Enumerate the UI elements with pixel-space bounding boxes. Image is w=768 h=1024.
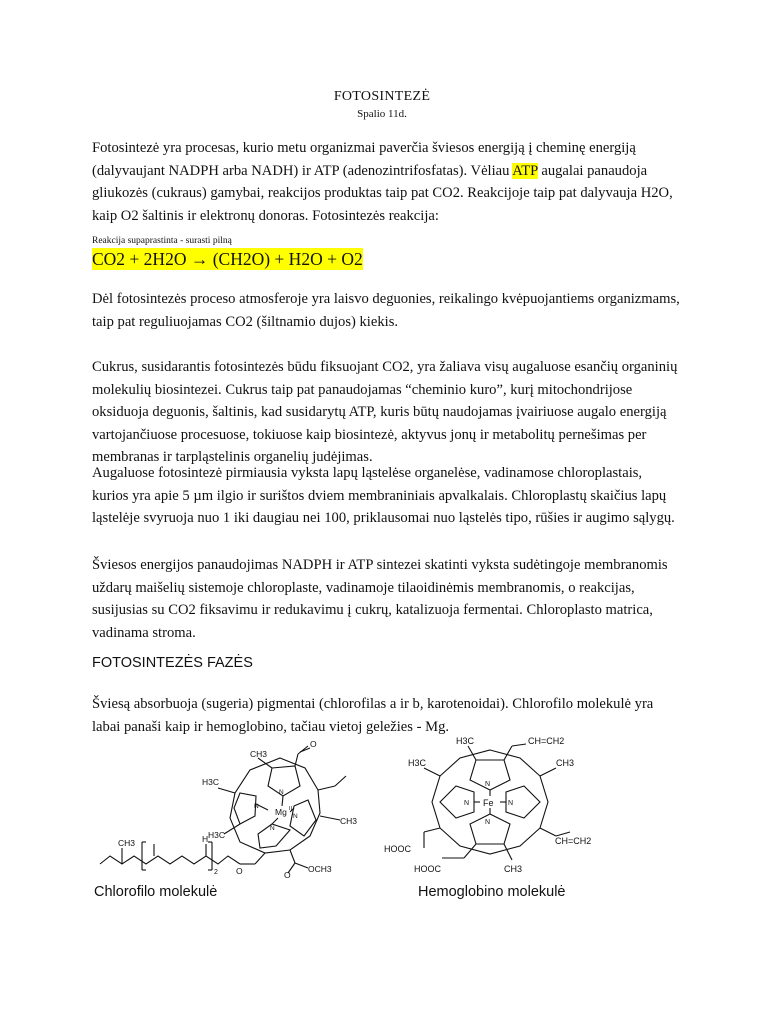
chlorophyll-label-o3: O xyxy=(236,866,243,876)
chlorophyll-label-ch3-top: CH3 xyxy=(250,749,268,759)
intro-text-start: Fotosintezė yra procesas, kurio metu organizmai paverčia šviesos energiją į cheminę energiją (dalyvaujant NADPH arba NADH) ir ATP (adenozintrifosfatas). Vėliau xyxy=(92,140,636,179)
reaction-note: Reakcija supaprastinta - surasti pilną xyxy=(92,236,232,246)
chlorophyll-caption: Chlorofilo molekulė xyxy=(94,884,218,900)
chlorophyll-structure-diagram xyxy=(90,738,390,878)
paragraph-pigments: Šviesą absorbuoja (sugeria) pigmentai (chlorofilas a ir b, karotenoidai). Chlorofilo molekulė yra labai panaši kaip ir hemoglobino, tačiau vietoj geležies - Mg. xyxy=(92,696,654,735)
chlorophyll-label-n3: N xyxy=(270,825,275,832)
paragraph-chloroplast: Augaluose fotosintezė pirmiausia vyksta lapų ląstelėse organelėse, vadinamose chloroplastais, kurios yra apie 5 µm ilgio ir surištos dviem membraniniais apvalkalais. Chloroplastų skaičius lapų ląstelėje svyruoja nuo 1 iki daugiau nei 100, priklausomai nuo ląstelės tipo, rūšies ir augimo sąlygų. xyxy=(92,465,675,526)
heme-label-h3c-left: H3C xyxy=(408,758,427,768)
chlorophyll-label-h-chain: H xyxy=(202,834,209,844)
hemoglobin-caption: Hemoglobino molekulė xyxy=(418,884,566,900)
chlorophyll-label-o2: O xyxy=(284,870,291,878)
paragraph-oxygen: Dėl fotosintezės proceso atmosferoje yra laisvo deguonies, reikalingo kvėpuojantiems organizmams, taip pat reguliuojamas CO2 (šiltnamio dujos) kiekis. xyxy=(92,291,680,330)
paragraph-light-energy: Šviesos energijos panaudojimas NADPH ir ATP sintezei skatinti vyksta sudėtingoje membranomis uždarų maišelių sistemoje chloroplaste, vadinamoje tilaoidinėmis membranomis, o reakcijas, susijusias su CO2 fiksavimu ir redukavimu į cukrų, katalizuoja fermentai. Chloroplasto matrica, vadinama stroma. xyxy=(92,557,668,641)
heme-label-hooc-left: HOOC xyxy=(384,844,411,854)
heme-label-ch3-bottom: CH3 xyxy=(504,864,523,874)
chlorophyll-label-och3: OCH3 xyxy=(308,864,332,874)
chlorophyll-mg-charge: II xyxy=(289,806,293,812)
chlorophyll-label-o1: O xyxy=(310,739,317,749)
phases-heading: FOTOSINTEZĖS FAZĖS xyxy=(92,655,253,671)
chlorophyll-label-h3c-lower: H3C xyxy=(208,830,226,840)
heme-label-h3c-top: H3C xyxy=(456,736,475,746)
heme-label-vinyl-top: CH=CH2 xyxy=(528,736,565,746)
heme-fe-label: Fe xyxy=(483,798,494,808)
chlorophyll-label-n2: N xyxy=(293,813,298,820)
page-title: FOTOSINTEZĖ xyxy=(333,89,431,104)
chlorophyll-label-n1: N xyxy=(279,789,284,796)
paragraph-sugar: Cukrus, susidarantis fotosintezės būdu fiksuojant CO2, yra žaliava visų augaluose esančių organinių molekulių biosintezei. Cukrus taip pat panaudojamas “cheminio kuro”, kurį mitochondrijose oksiduoja deguonis, šaltinis, kad susidarytų ATP, kuris būtų naudojamas įvairiuose augalo energiją vartojančiuose procesuose, tokiuose kaip biosintezė, aktyvus jonų ir metabolitų pernešimas per membranas ir tarpląstelinis organelių judėjimas. xyxy=(92,359,678,465)
chlorophyll-label-repeat: 2 xyxy=(214,869,218,876)
heme-label-n4: N xyxy=(464,800,470,807)
chlorophyll-label-ch3-right: CH3 xyxy=(340,816,358,826)
intro-text-end: augalai panaudoja gliukozės (cukraus) gamybai, reakcijos produktas taip pat CO2. Reakcijoje taip pat dalyvauja H2O, kaip O2 šaltinis ir elektronų donoras. Fotosintezės reakcija: xyxy=(92,162,673,224)
heme-label-vinyl-right: CH=CH2 xyxy=(555,836,592,846)
heme-structure-diagram xyxy=(380,732,600,882)
highlight-atp: ATP xyxy=(512,162,538,179)
chlorophyll-label-ch3-chain1: CH3 xyxy=(118,838,136,848)
heme-label-ch3-right: CH3 xyxy=(556,758,575,768)
page-date: Spalio 11d. xyxy=(357,108,407,120)
paragraph-intro xyxy=(92,137,682,227)
heme-label-n3: N xyxy=(485,819,491,826)
heme-label-n2: N xyxy=(508,800,514,807)
chlorophyll-label-h3c-left: H3C xyxy=(202,777,220,787)
heme-label-n1: N xyxy=(485,781,491,788)
heme-label-hooc-bottom: HOOC xyxy=(414,864,441,874)
reaction-equation: CO2 + 2H2O → (CH2O) + H2O + O2 xyxy=(92,249,363,269)
chlorophyll-mg-label: Mg xyxy=(275,807,287,817)
chlorophyll-label-n4: N xyxy=(254,803,259,810)
